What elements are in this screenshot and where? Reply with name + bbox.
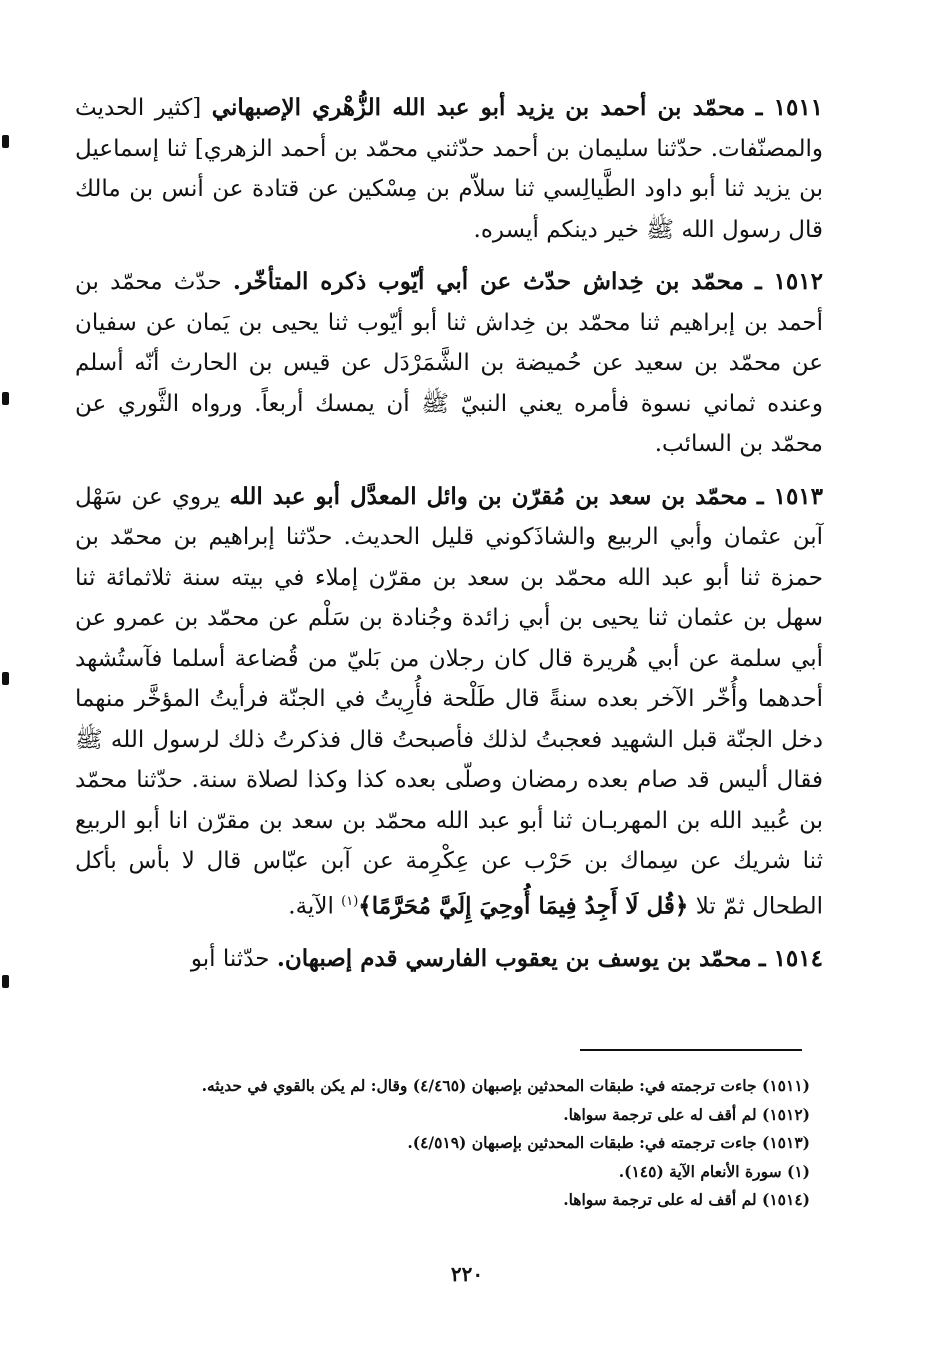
entry-1514 [75,939,823,980]
entry-heading: محمّد بن أحمد بن يزيد أبو عبد الله الزُّهْري الإصبهاني [211,94,746,121]
footnote-separator [580,1049,802,1051]
footnote-1513: (١٥١٣) جاءت ترجمته في: طبقات المحدثين بإصبهان (٤/٥١٩). [407,1133,810,1152]
edge-mark [2,135,9,148]
entry-1512 [75,262,823,465]
footnotes [90,1072,810,1215]
footnote-1511: (١٥١١) جاءت ترجمته في: طبقات المحدثين بإصبهان (٤/٤٦٥) وقال: لم يكن بالقوي في حديثه. [201,1076,810,1095]
entry-body: يروي عن سَهْل آبن عثمان وأبي الربيع والشاذَكوني قليل الحديث. حدّثنا إبراهيم بن محمّد بن حمزة ثنا أبو عبد الله محمّد بن سعد بن مقرّن إملاء في بيته سنة ثلاثمائة ثنا سهل بن عثمان ثنا يحيى بن أبي زائدة وجُنادة بن سَلْم عن محمّد بن عمرو عن أبي سلمة عن أبي هُريرة قال كان رجلان من بَليّ من قُضاعة أسلما فآستُشهد أحدهما وأُخّر الآخر بعده سنةً قال طَلْحة فأُرِيتُ في الجنّة فرأيتُ المؤخَّر منهما دخل الجنّة قبل الشهيد فعجبتُ لذلك فأصبحتُ قال فذكرتُ ذلك لرسول الله ﷺ فقال أليس قد صام بعده رمضان وصلّى بعده كذا وكذا لصلاة سنة. حدّثنا محمّد بن عُبيد الله بن المهربـان ثنا أبو عبد الله محمّد بن سعد بن مقرّن انا أبو الربيع ثنا شريك عن سِماك بن حَرْب عن عِكْرِمة عن آبن عبّاس قال لا بأس بأكل الطحال ثمّ تلا [75,483,823,920]
footnote-1: (١) سورة الأنعام الآية (١٤٥). [618,1161,810,1181]
entry-heading: محمّد بن خِداش حدّث عن أبي أيّوب ذكره المتأخّر. [232,268,744,295]
entry-number: ١٥١١ ـ [755,94,824,121]
entry-heading: محمّد بن يوسف بن يعقوب الفارسي قدم إصبهان. [276,944,752,972]
entry-number: ١٥١٣ ـ [756,482,824,510]
entry-tail: الآية. [288,893,334,920]
footnote-1512: (١٥١٢) لم أقف له على ترجمة سواها. [563,1104,810,1124]
entry-number: ١٥١٤ ـ [758,944,823,972]
footnote-1514: (١٥١٤) لم أقف له على ترجمة سواها. [563,1190,810,1209]
entry-1513 [75,477,823,927]
page-number: ٢٢٠ [450,1262,484,1286]
edge-mark [2,672,9,685]
quran-quote: ﴿قُل لَا أَجِدُ فِيمَا أُوحِيَ إِلَيَّ مُحَرَّمًا﴾ [358,892,689,920]
entry-1511 [75,88,823,250]
entry-body: حدّث محمّد بن أحمد بن إبراهيم ثنا محمّد بن خِداش ثنا أبو أيّوب ثنا يحيى بن يَمان عن سفيان عن محمّد بن سعيد عن حُميضة بن الشَّمَرْدَل عن قيس بن الحارث أنّه أسلم وعنده ثماني نسوة فأمره يعني النبيّ ﷺ أن يمسك أربعاً. ورواه الثَّوري عن محمّد بن السائب. [75,269,823,457]
entry-body: [كثير الحديث والمصنّفات. حدّثنا سليمان بن أحمد حدّثني محمّد بن أحمد الزهري] ثنا إسماعيل بن يزيد ثنا أبو داود الطَّيالِسي ثنا سلاّم بن مِسْكين عن قتادة عن أنس بن مالك قال رسول الله ﷺ خير دينكم أيسره. [75,95,823,243]
entry-number: ١٥١٢ ـ [754,268,823,295]
entry-body: حدّثنا أبو [190,945,270,972]
edge-mark [2,392,9,405]
footnote-ref: (١) [341,893,359,909]
main-text [75,88,823,979]
entry-heading: محمّد بن سعد بن مُقرّن بن وائل المعدَّل أبو عبد الله [229,482,748,510]
edge-mark [2,975,9,988]
